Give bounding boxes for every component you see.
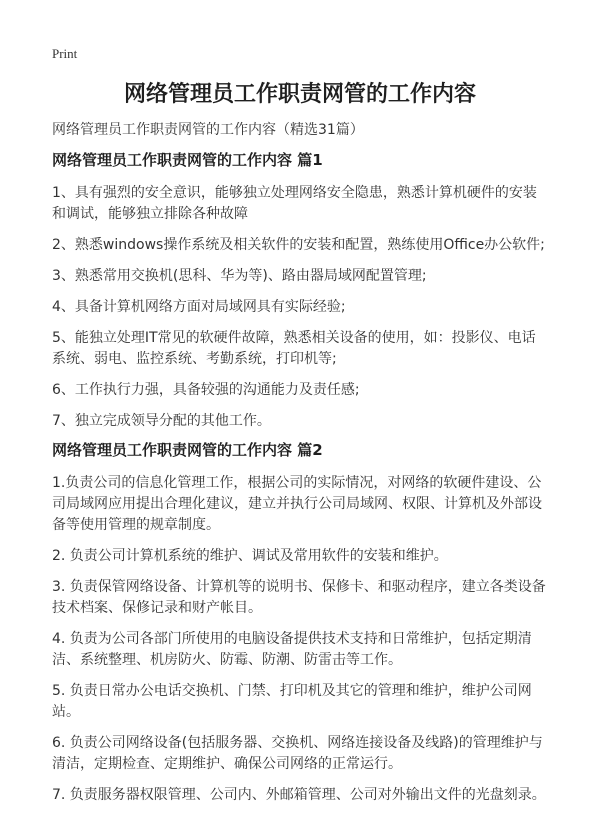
paragraph: 5、能独立处理IT常见的软硬件故障，熟悉相关设备的使用，如：投影仪、电话系统、弱电、监控系统、考勤系统，打印机等; [52,330,536,367]
section-heading: 网络管理员工作职责网管的工作内容 篇1 [52,151,323,169]
paragraph: 6. 负责公司网络设备(包括服务器、交换机、网络连接设备及线路)的管理维护与清洁，定期检查、定期维护、确保公司网络的正常运行。 [52,735,543,772]
paragraph: 3. 负责保管网络设备、计算机等的说明书、保修卡、和驱动程序，建立各类设备技术档案、保修记录和财产帐目。 [52,579,546,616]
paragraph: 4、具备计算机网络方面对局域网具有实际经验; [52,299,346,315]
doc-subtitle: 网络管理员工作职责网管的工作内容（精选31篇） [52,122,364,138]
paragraph: 6、工作执行力强，具备较强的沟通能力及责任感; [52,382,360,398]
paragraph: 4. 负责为公司各部门所使用的电脑设备提供技术支持和日常维护，包括定期清洁、系统整理、机房防火、防霉、防潮、防雷击等工作。 [52,631,532,668]
paragraph: 7. 负责服务器权限管理、公司内、外邮箱管理、公司对外输出文件的光盘刻录。 [52,787,546,803]
paragraph: 1.负责公司的信息化管理工作，根据公司的实际情况，对网络的软硬件建设、公司局域网应用提出合理化建议，建立并执行公司局域网、权限、计算机及外部设备等使用管理的规章制度。 [52,475,542,533]
paragraph: 7、独立完成领导分配的其他工作。 [52,413,271,429]
page-title: 网络管理员工作职责网管的工作内容 [123,82,476,107]
section-heading: 网络管理员工作职责网管的工作内容 篇2 [52,441,323,459]
paragraph: 2. 负责公司计算机系统的维护、调试及常用软件的安装和维护。 [52,548,448,564]
paragraph: 1、具有强烈的安全意识，能够独立处理网络安全隐患，熟悉计算机硬件的安装和调试，能够独立排除各种故障 [52,185,537,222]
paragraph: 3、熟悉常用交换机(思科、华为等)、路由器局域网配置管理; [52,268,427,284]
print-link[interactable]: Print [52,46,78,61]
section-2 [52,442,548,806]
section-1 [52,152,548,432]
paragraph: 2、熟悉windows操作系统及相关软件的安装和配置，熟练使用Office办公软件; [52,237,545,253]
paragraph: 5. 负责日常办公电话交换机、门禁、打印机及其它的管理和维护，维护公司网站。 [52,683,532,720]
